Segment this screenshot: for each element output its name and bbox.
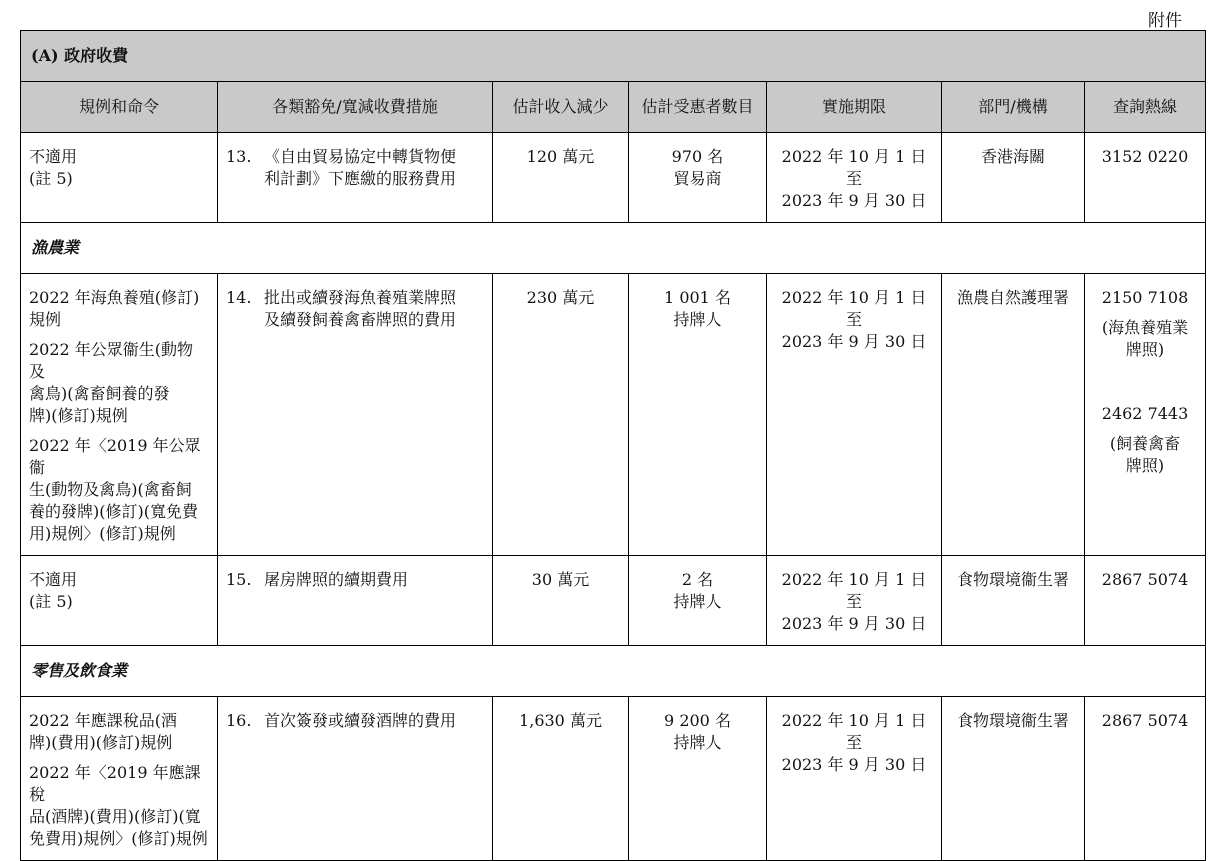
hotline-cell: 2867 5074 <box>1085 697 1206 861</box>
beneficiaries-cell: 1 001 名 持牌人 <box>629 274 767 556</box>
government-fees-table <box>20 30 1206 861</box>
col-header-revenue: 估計收入減少 <box>493 82 629 133</box>
revenue-cell: 30 萬元 <box>493 556 629 646</box>
col-header-period: 實施期限 <box>767 82 942 133</box>
measure-number: 15. <box>226 570 252 589</box>
hotline-number: 2150 7108 <box>1101 288 1189 307</box>
hotline-number: 2462 7443 <box>1101 404 1189 423</box>
section-header: (A) 政府收費 <box>21 31 1206 82</box>
subsection-title-retail: 零售及飲食業 <box>21 646 1206 697</box>
measure-cell: 13. 《自由貿易協定中轉貨物便 利計劃》下應繳的服務費用 <box>218 133 493 223</box>
revenue-cell: 120 萬元 <box>493 133 629 223</box>
col-header-regulation: 規例和命令 <box>21 82 218 133</box>
hotline-note: (飼養禽畜 <box>1109 434 1181 453</box>
department-cell: 漁農自然護理署 <box>942 274 1085 556</box>
measure-cell: 14. 批出或續發海魚養殖業牌照 及續發飼養禽畜牌照的費用 <box>218 274 493 556</box>
col-header-hotline: 查詢熱線 <box>1085 82 1206 133</box>
beneficiaries-cell: 2 名 持牌人 <box>629 556 767 646</box>
department-cell: 食物環境衞生署 <box>942 556 1085 646</box>
department-cell: 香港海關 <box>942 133 1085 223</box>
hotline-note: 牌照) <box>1125 456 1165 475</box>
revenue-cell: 230 萬元 <box>493 274 629 556</box>
department-cell: 食物環境衞生署 <box>942 697 1085 861</box>
beneficiaries-cell: 9 200 名 持牌人 <box>629 697 767 861</box>
regulation-cell: 2022 年海魚養殖(修訂) 規例 2022 年公眾衞生(動物及 禽鳥)(禽畜飼養的發 牌)(修訂)規例 2022 年〈2019 年公眾衞 生(動物及禽鳥)(禽畜飼 養的發牌)(修訂)(寬免費 用)規例〉(修訂)規例 <box>21 274 218 556</box>
measure-cell: 16. 首次簽發或續發酒牌的費用 <box>218 697 493 861</box>
subsection-row <box>21 646 1206 697</box>
beneficiaries-cell: 970 名 貿易商 <box>629 133 767 223</box>
col-header-measure: 各類豁免/寬減收費措施 <box>218 82 493 133</box>
hotline-cell: 2867 5074 <box>1085 556 1206 646</box>
regulation-cell: 不適用 (註 5) <box>21 133 218 223</box>
table-row <box>21 274 1206 556</box>
table-row <box>21 556 1206 646</box>
period-cell: 2022 年 10 月 1 日至 2023 年 9 月 30 日 <box>767 556 942 646</box>
column-header-row <box>21 82 1206 133</box>
hotline-note: (海魚養殖業 <box>1101 318 1189 337</box>
section-header-row <box>21 31 1206 82</box>
col-header-department: 部門/機構 <box>942 82 1085 133</box>
regulation-cell: 不適用 (註 5) <box>21 556 218 646</box>
measure-number: 16. <box>226 711 252 730</box>
measure-number: 14. <box>226 288 252 307</box>
measure-number: 13. <box>226 147 252 166</box>
table-row <box>21 133 1206 223</box>
col-header-beneficiaries: 估計受惠者數目 <box>629 82 767 133</box>
subsection-row <box>21 223 1206 274</box>
period-cell: 2022 年 10 月 1 日至 2023 年 9 月 30 日 <box>767 697 942 861</box>
subsection-title-agriculture: 漁農業 <box>21 223 1206 274</box>
period-cell: 2022 年 10 月 1 日至 2023 年 9 月 30 日 <box>767 274 942 556</box>
regulation-cell: 2022 年應課稅品(酒 牌)(費用)(修訂)規例 2022 年〈2019 年應課稅 品(酒牌)(費用)(修訂)(寬 免費用)規例〉(修訂)規例 <box>21 697 218 861</box>
hotline-cell: 3152 0220 <box>1085 133 1206 223</box>
hotline-cell <box>1085 274 1206 556</box>
revenue-cell: 1,630 萬元 <box>493 697 629 861</box>
table-row <box>21 697 1206 861</box>
annex-label: 附件 <box>1148 11 1182 31</box>
measure-cell: 15. 屠房牌照的續期費用 <box>218 556 493 646</box>
period-cell: 2022 年 10 月 1 日至 2023 年 9 月 30 日 <box>767 133 942 223</box>
hotline-note: 牌照) <box>1125 340 1165 359</box>
